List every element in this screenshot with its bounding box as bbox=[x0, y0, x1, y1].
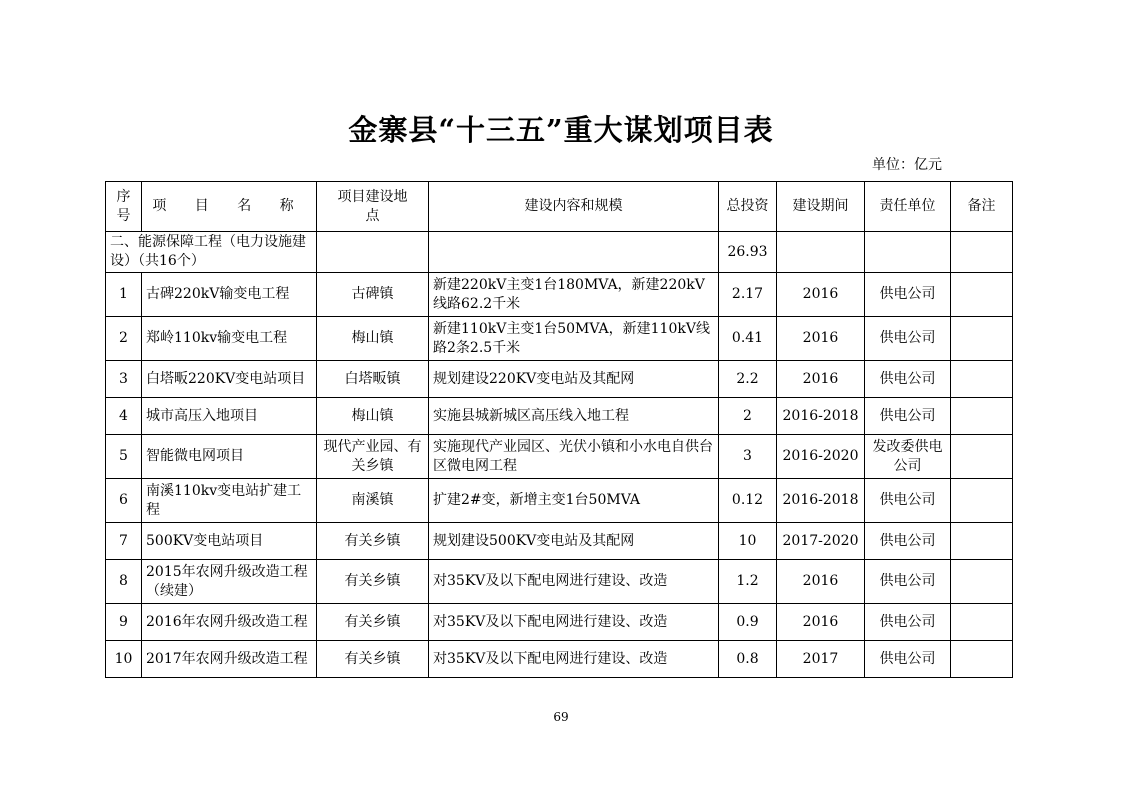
cell-seq: 10 bbox=[106, 641, 142, 678]
cell-notes bbox=[951, 317, 1013, 361]
cell-period: 2016 bbox=[777, 273, 865, 317]
cell-period: 2016 bbox=[777, 560, 865, 604]
cell-notes bbox=[951, 523, 1013, 560]
cell-location: 有关乡镇 bbox=[317, 604, 429, 641]
cell-period: 2017-2020 bbox=[777, 523, 865, 560]
header-location: 项目建设地点 bbox=[317, 182, 429, 232]
cell-location: 古碑镇 bbox=[317, 273, 429, 317]
cell-seq: 9 bbox=[106, 604, 142, 641]
header-notes: 备注 bbox=[951, 182, 1013, 232]
cell-period: 2016 bbox=[777, 361, 865, 398]
cell-investment: 2.2 bbox=[719, 361, 777, 398]
cell-location: 南溪镇 bbox=[317, 479, 429, 523]
section-label: 二、能源保障工程（电力设施建设）（共16个） bbox=[106, 232, 317, 273]
cell-investment: 1.2 bbox=[719, 560, 777, 604]
table-row bbox=[106, 479, 1013, 523]
cell-content: 新建110kV主变1台50MVA，新建110kV线路2条2.5千米 bbox=[429, 317, 719, 361]
cell-name: 2016年农网升级改造工程 bbox=[142, 604, 317, 641]
cell-responsible: 供电公司 bbox=[865, 641, 951, 678]
table-row bbox=[106, 398, 1013, 435]
cell-responsible: 供电公司 bbox=[865, 398, 951, 435]
cell-investment: 2.17 bbox=[719, 273, 777, 317]
project-table bbox=[105, 181, 1013, 678]
cell-location: 现代产业园、有关乡镇 bbox=[317, 435, 429, 479]
cell-responsible: 供电公司 bbox=[865, 479, 951, 523]
cell-period: 2016 bbox=[777, 604, 865, 641]
cell-name: 南溪110kv变电站扩建工程 bbox=[142, 479, 317, 523]
table-body bbox=[106, 232, 1013, 678]
cell-name: 2015年农网升级改造工程（续建） bbox=[142, 560, 317, 604]
table-row bbox=[106, 361, 1013, 398]
cell-seq: 3 bbox=[106, 361, 142, 398]
cell-content: 对35KV及以下配电网进行建设、改造 bbox=[429, 641, 719, 678]
header-period: 建设期间 bbox=[777, 182, 865, 232]
cell-period: 2016-2018 bbox=[777, 398, 865, 435]
cell-content: 规划建设500KV变电站及其配网 bbox=[429, 523, 719, 560]
cell-name: 500KV变电站项目 bbox=[142, 523, 317, 560]
cell-responsible: 供电公司 bbox=[865, 317, 951, 361]
table-row bbox=[106, 435, 1013, 479]
cell-seq: 8 bbox=[106, 560, 142, 604]
cell-notes bbox=[951, 641, 1013, 678]
header-name: 项 目 名 称 bbox=[142, 182, 317, 232]
section-empty-cell bbox=[317, 232, 429, 273]
cell-name: 智能微电网项目 bbox=[142, 435, 317, 479]
cell-name: 古碑220kV输变电工程 bbox=[142, 273, 317, 317]
cell-location: 有关乡镇 bbox=[317, 641, 429, 678]
header-seq: 序号 bbox=[106, 182, 142, 232]
header-content: 建设内容和规模 bbox=[429, 182, 719, 232]
cell-investment: 2 bbox=[719, 398, 777, 435]
cell-content: 对35KV及以下配电网进行建设、改造 bbox=[429, 560, 719, 604]
cell-responsible: 供电公司 bbox=[865, 273, 951, 317]
table-row bbox=[106, 560, 1013, 604]
cell-location: 梅山镇 bbox=[317, 398, 429, 435]
cell-location: 有关乡镇 bbox=[317, 523, 429, 560]
cell-location: 有关乡镇 bbox=[317, 560, 429, 604]
cell-investment: 0.8 bbox=[719, 641, 777, 678]
cell-notes bbox=[951, 398, 1013, 435]
cell-investment: 0.9 bbox=[719, 604, 777, 641]
header-investment: 总投资 bbox=[719, 182, 777, 232]
cell-seq: 1 bbox=[106, 273, 142, 317]
cell-content: 实施县城新城区高压线入地工程 bbox=[429, 398, 719, 435]
section-empty-cell bbox=[865, 232, 951, 273]
table-row bbox=[106, 641, 1013, 678]
cell-name: 城市高压入地项目 bbox=[142, 398, 317, 435]
page-number: 69 bbox=[553, 710, 569, 724]
section-row bbox=[106, 232, 1013, 273]
cell-content: 新建220kV主变1台180MVA，新建220kV线路62.2千米 bbox=[429, 273, 719, 317]
cell-period: 2016-2020 bbox=[777, 435, 865, 479]
cell-investment: 0.12 bbox=[719, 479, 777, 523]
cell-name: 白塔畈220KV变电站项目 bbox=[142, 361, 317, 398]
cell-notes bbox=[951, 560, 1013, 604]
cell-content: 对35KV及以下配电网进行建设、改造 bbox=[429, 604, 719, 641]
header-responsible: 责任单位 bbox=[865, 182, 951, 232]
cell-period: 2017 bbox=[777, 641, 865, 678]
unit-label: 单位：亿元 bbox=[872, 157, 942, 173]
cell-notes bbox=[951, 479, 1013, 523]
cell-notes bbox=[951, 361, 1013, 398]
cell-notes bbox=[951, 604, 1013, 641]
cell-seq: 5 bbox=[106, 435, 142, 479]
section-empty-cell bbox=[429, 232, 719, 273]
cell-seq: 6 bbox=[106, 479, 142, 523]
cell-period: 2016 bbox=[777, 317, 865, 361]
cell-content: 规划建设220KV变电站及其配网 bbox=[429, 361, 719, 398]
table-row bbox=[106, 273, 1013, 317]
table-row bbox=[106, 317, 1013, 361]
cell-content: 扩建2#变，新增主变1台50MVA bbox=[429, 479, 719, 523]
cell-seq: 4 bbox=[106, 398, 142, 435]
cell-responsible: 发改委供电公司 bbox=[865, 435, 951, 479]
cell-location: 白塔畈镇 bbox=[317, 361, 429, 398]
cell-responsible: 供电公司 bbox=[865, 361, 951, 398]
table-row bbox=[106, 604, 1013, 641]
section-empty-cell bbox=[777, 232, 865, 273]
cell-investment: 10 bbox=[719, 523, 777, 560]
cell-investment: 0.41 bbox=[719, 317, 777, 361]
page-title: 金寨县“十三五”重大谋划项目表 bbox=[348, 113, 774, 147]
table-row bbox=[106, 523, 1013, 560]
cell-responsible: 供电公司 bbox=[865, 560, 951, 604]
cell-responsible: 供电公司 bbox=[865, 604, 951, 641]
cell-name: 郑岭110kv输变电工程 bbox=[142, 317, 317, 361]
cell-location: 梅山镇 bbox=[317, 317, 429, 361]
section-empty-cell bbox=[951, 232, 1013, 273]
cell-responsible: 供电公司 bbox=[865, 523, 951, 560]
cell-investment: 3 bbox=[719, 435, 777, 479]
section-investment: 26.93 bbox=[719, 232, 777, 273]
cell-seq: 7 bbox=[106, 523, 142, 560]
cell-period: 2016-2018 bbox=[777, 479, 865, 523]
cell-notes bbox=[951, 435, 1013, 479]
cell-content: 实施现代产业园区、光伏小镇和小水电自供台区微电网工程 bbox=[429, 435, 719, 479]
cell-notes bbox=[951, 273, 1013, 317]
header-row bbox=[106, 182, 1013, 232]
cell-name: 2017年农网升级改造工程 bbox=[142, 641, 317, 678]
cell-seq: 2 bbox=[106, 317, 142, 361]
